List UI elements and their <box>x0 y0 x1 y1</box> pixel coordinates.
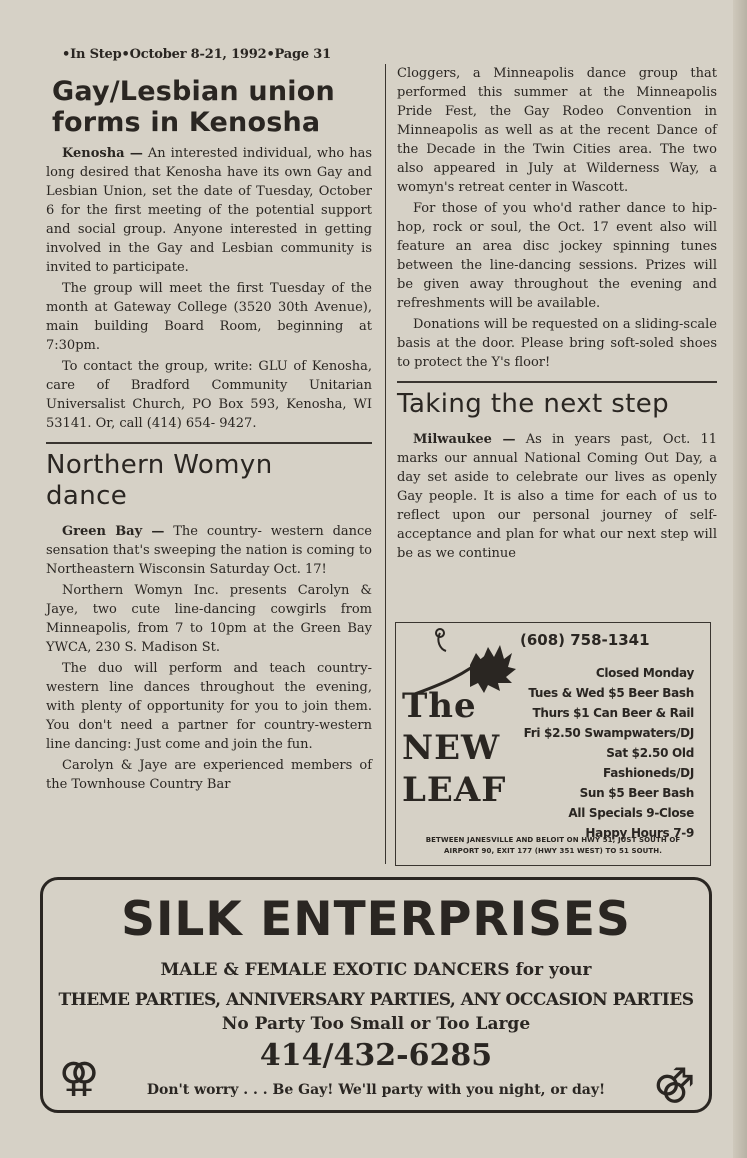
logo-word: The <box>402 686 477 726</box>
logo-word: LEAF <box>402 770 507 810</box>
silk-title: SILK ENTERPRISES <box>121 892 631 947</box>
article-paragraph: The duo will perform and teach country-western line dances throughout the evening, with plenty of opportunity for you to join them. You don't need a partner for country-western line dancing: Just come and join the fun. <box>46 661 372 752</box>
dateline: Milwaukee — <box>413 432 516 447</box>
article-paragraph: Donations will be requested on a sliding-scale basis at the door. Please bring soft-soled shoes to protect the Y's floor! <box>397 317 717 370</box>
leaf-specials-list <box>514 663 694 843</box>
new-leaf-ad <box>395 622 711 866</box>
article-paragraph: Carolyn & Jaye are experienced members of the Townhouse Country Bar <box>46 758 372 792</box>
special-item: Tues & Wed $5 Beer Bash <box>528 686 694 700</box>
female-symbols-icon: ⚢ <box>59 1055 100 1101</box>
article-paragraph: For those of you who'd rather dance to hip-hop, rock or soul, the Oct. 17 event also will feature an area disc jockey spinning tunes between the line-dancing sessions. Prizes will be given away throughout the evening and refreshments will be available. <box>397 201 717 311</box>
article-paragraph: Northern Womyn Inc. presents Carolyn & Jaye, two cute line-dancing cowgirls from Minneapolis, from 7 to 10pm at the Green Bay YWCA, 230 S. Madison St. <box>46 583 372 655</box>
running-header: •In Step•October 8-21, 1992•Page 31 <box>62 47 331 62</box>
right-column <box>397 64 717 565</box>
male-symbols-icon: ⚣ <box>653 1060 695 1104</box>
article-paragraph: Cloggers, a Minneapolis dance group that performed this summer at the Minneapolis Pride Fest, the Gay Rodeo Convention in Minneapolis as well as at the recent Dance of the Decade in the Twin Cities area. The two also appeared in July at Wilderness Way, a womyn's retreat center in Wascott. <box>397 66 717 195</box>
article-paragraph: Kenosha — An interested individual, who has long desired that Kenosha have its own Gay and Lesbian Union, set the date of Tuesday, October 6 for the first meeting of the potential support and social group. Anyone interested in getting involved in the Gay and Lesbian community is invited to participate. <box>46 146 372 275</box>
special-item: All Specials 9-Close <box>568 806 694 820</box>
leaf-directions: BETWEEN JANESVILLE AND BELOIT ON HWY 51, JUST SOUTH OF AIRPORT 90, EXIT 177 (HWY 351 WEST) TO 51 SOUTH. <box>425 836 681 855</box>
new-leaf-logo <box>402 685 532 811</box>
special-item: Fri $2.50 Swampwaters/DJ <box>523 726 694 740</box>
column-divider <box>385 64 386 864</box>
special-item: Thurs $1 Can Beer & Rail <box>532 706 694 720</box>
headline-line: Gay/Lesbian union <box>52 76 335 107</box>
article-paragraph: Green Bay — The country- western dance sensation that's sweeping the nation is coming to Northeastern Wisconsin Saturday Oct. 17! <box>46 524 373 577</box>
silk-line: MALE & FEMALE EXOTIC DANCERS for your <box>160 960 592 980</box>
dateline: Kenosha — <box>62 146 143 161</box>
section-rule <box>397 381 717 383</box>
article-headline-kenosha <box>52 76 372 138</box>
headline-line: Northern Womyn <box>46 450 273 480</box>
silk-line: No Party Too Small or Too Large <box>221 1014 531 1034</box>
article-paragraph: Milwaukee — As in years past, Oct. 11 marks our annual National Coming Out Day, a day set aside to celebrate our lives as openly Gay people. It is also a time for each of us to reflect upon our personal journey of self- acceptance and plan for what our next step will be as we continue <box>397 432 717 561</box>
special-item: Closed Monday <box>595 666 694 680</box>
headline-line: forms in Kenosha <box>52 107 321 138</box>
special-item: Happy Hours 7-9 <box>585 826 694 840</box>
silk-tagline: Don't worry . . . Be Gay! We'll party with you night, or day! <box>146 1082 606 1098</box>
logo-word: NEW <box>402 728 501 768</box>
page-edge <box>733 0 747 1158</box>
leaf-phone-number: (608) 758-1341 <box>520 631 650 649</box>
article-headline-womyn <box>46 450 372 512</box>
silk-enterprises-ad <box>40 877 712 1113</box>
section-rule <box>46 442 372 444</box>
article-headline-next-step: Taking the next step <box>397 389 670 419</box>
dateline: Green Bay — <box>62 524 165 539</box>
article-paragraph: To contact the group, write: GLU of Kenosha, care of Bradford Community Unitarian Universalist Church, PO Box 593, Kenosha, WI 53141. Or, call (414) 654- 9427. <box>46 359 372 431</box>
article-paragraph: The group will meet the first Tuesday of the month at Gateway College (3520 30th Avenue), main building Board Room, beginning at 7:30pm. <box>46 281 372 353</box>
left-column <box>46 76 372 796</box>
special-item: Sun $5 Beer Bash <box>579 786 694 800</box>
silk-line: THEME PARTIES, ANNIVERSARY PARTIES, ANY OCCASION PARTIES <box>58 990 694 1010</box>
special-item: Sat $2.50 Old Fashioneds/DJ <box>603 746 694 780</box>
headline-line: dance <box>46 481 128 511</box>
silk-phone-number: 414/432-6285 <box>259 1038 493 1073</box>
